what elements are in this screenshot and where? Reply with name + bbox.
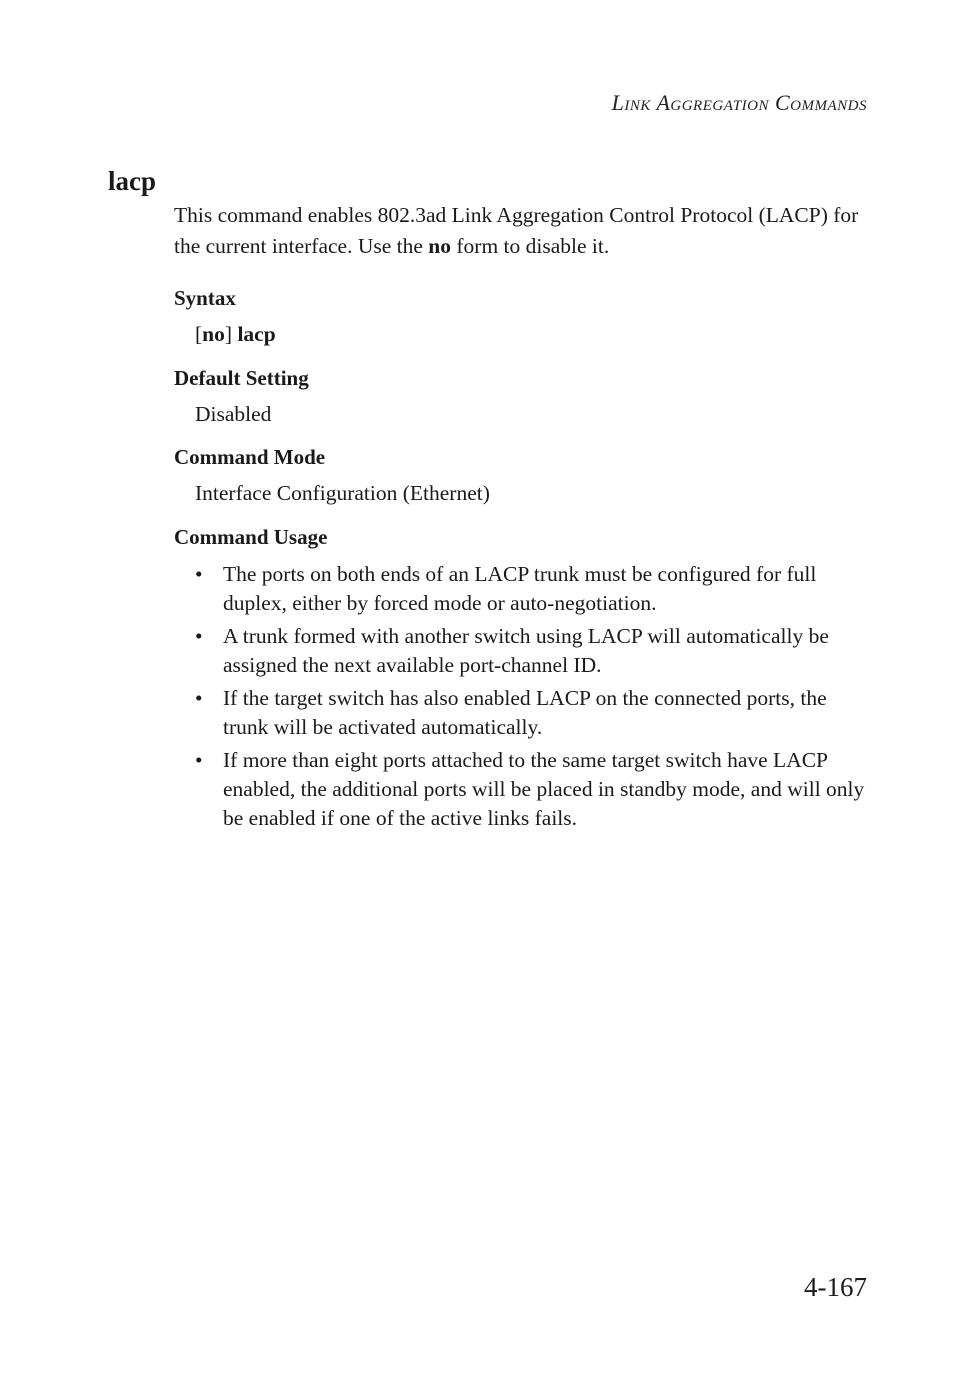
default-setting-heading: Default Setting <box>174 366 309 390</box>
command-usage-list <box>195 560 875 837</box>
syntax-keyword-lacp: lacp <box>237 322 276 346</box>
list-item <box>195 684 875 742</box>
bullet-icon: • <box>195 686 203 710</box>
list-item-text: If the target switch has also enabled LACP on the connected ports, the trunk will be activated automatically. <box>223 686 827 739</box>
bullet-icon: • <box>195 624 203 648</box>
list-item-text: If more than eight ports attached to the same target switch have LACP enabled, the additional ports will be placed in standby mode, and will only be enabled if one of the active links fails. <box>223 748 865 830</box>
command-mode-heading: Command Mode <box>174 445 326 469</box>
description-text-1: This command enables 802.3ad Link Aggregation Control Protocol (LACP) for the current interface. Use the <box>174 203 859 258</box>
list-item <box>195 746 875 833</box>
description-text-2: form to disable it. <box>451 234 610 258</box>
syntax-bracket-open: [ <box>195 322 203 346</box>
running-header: Link Aggregation Commands <box>611 90 867 115</box>
command-title: lacp <box>108 166 157 196</box>
syntax-bracket-close: ] <box>224 322 238 346</box>
syntax-heading: Syntax <box>174 286 236 310</box>
syntax-keyword-no: no <box>202 322 225 346</box>
command-usage-heading: Command Usage <box>174 525 328 549</box>
syntax-line <box>195 322 276 347</box>
bullet-icon: • <box>195 748 203 772</box>
command-description <box>174 200 874 262</box>
list-item <box>195 622 875 680</box>
description-keyword-no: no <box>428 234 452 258</box>
list-item-text: The ports on both ends of an LACP trunk must be configured for full duplex, either by forced mode or auto-negotiation. <box>223 562 817 615</box>
command-mode-value: Interface Configuration (Ethernet) <box>195 481 490 505</box>
list-item <box>195 560 875 618</box>
default-setting-value: Disabled <box>195 402 272 426</box>
page-number: 4-167 <box>804 1272 867 1302</box>
list-item-text: A trunk formed with another switch using LACP will automatically be assigned the next available port-channel ID. <box>223 624 829 677</box>
bullet-icon: • <box>195 562 203 586</box>
